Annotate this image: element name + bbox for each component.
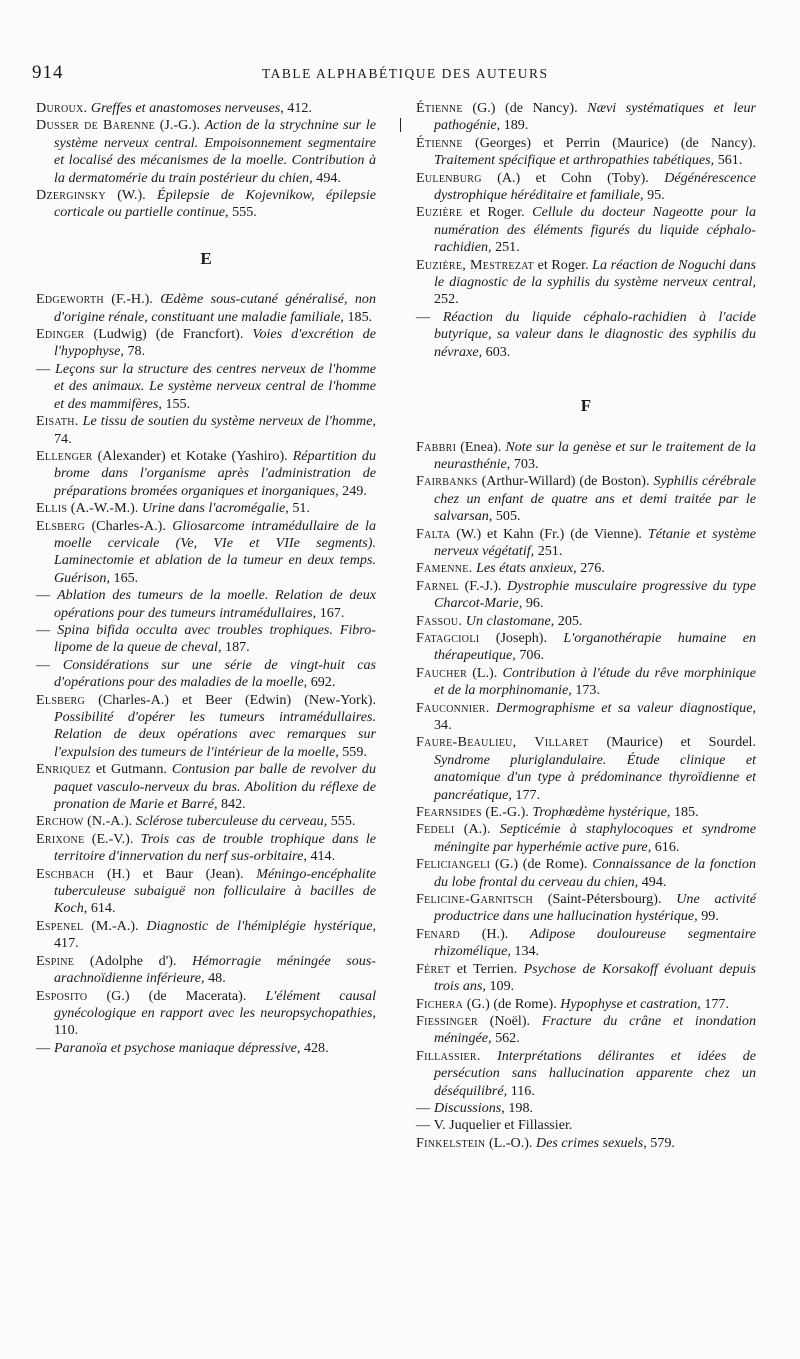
entry-page-ref: 74. <box>54 430 72 447</box>
entry-author: Elsberg <box>36 691 86 708</box>
entry-author-details: (G.) (de Rome). <box>466 995 557 1012</box>
entry-title: Fracture du crâne et inondation méningée, <box>434 1012 757 1047</box>
entry-author: Fabbri <box>416 438 457 455</box>
entry-author-details: (Charles-A.) et Beer (Edwin) (New-York). <box>98 691 376 708</box>
entry-title: Paranoïa et psychose maniaque dépressive, <box>53 1039 301 1056</box>
entry-page-ref: 189. <box>503 117 529 134</box>
entry-author-details: (G.) (de Nancy). <box>472 100 578 116</box>
entry-author: Edinger <box>36 326 85 343</box>
entry-author-details: (Charles-A.). <box>91 517 166 534</box>
entry-page-ref: 494. <box>316 169 341 186</box>
entry-author: Fiessinger <box>416 1012 478 1029</box>
entry-page-ref: 173. <box>575 682 600 699</box>
entry-author-details: V. Juquelier et Fillassier. <box>433 1117 573 1134</box>
entry-page-ref: 616. <box>654 838 680 855</box>
entry-author: Fatagcioli <box>416 629 480 646</box>
entry-author: Eisath. <box>36 413 79 430</box>
entry-author-details: (J.-G.). <box>159 117 201 134</box>
index-entry <box>36 361 376 413</box>
entry-page-ref: 562. <box>495 1030 520 1047</box>
entry-author: Falta <box>416 525 451 542</box>
entry-author-details: et Terrien. <box>456 960 518 977</box>
entry-page-ref: 110. <box>54 1022 79 1039</box>
entry-author: Eulenburg <box>416 169 482 186</box>
index-entry <box>36 1040 376 1057</box>
entry-page-ref: 116. <box>510 1082 535 1099</box>
entry-author: — <box>416 308 431 325</box>
entry-author-details: (A.). <box>463 821 491 838</box>
index-entry <box>416 891 756 926</box>
entry-title: Spina bifida occulta avec troubles trophiques. Fibro-lipome de la queue de cheval, <box>54 621 376 656</box>
entry-page-ref: 134. <box>514 943 540 960</box>
entry-page-ref: 706. <box>519 647 545 664</box>
entry-author: Étienne <box>416 134 463 151</box>
entry-author-details: (A.-W.-M.). <box>70 500 139 517</box>
index-entry <box>416 439 756 474</box>
index-entry <box>416 560 756 577</box>
entry-page-ref: 692. <box>310 674 336 691</box>
entry-author-details: (Joseph). <box>495 629 548 646</box>
entry-title: Possibilité d'opérer les tumeurs intramédullaires. Relation de deux opérations avec remarques sur l'expulsion des tumeurs de l'intérieur de la moelle, <box>54 709 376 760</box>
entry-author: — <box>36 656 51 673</box>
index-entry <box>416 135 756 170</box>
entry-author-details: (M.-A.). <box>91 917 139 934</box>
entry-title: Une activité productrice dans une hallucination hystérique, <box>434 891 756 925</box>
entry-page-ref: 165. <box>113 569 139 586</box>
index-entry <box>36 291 376 326</box>
entry-author: Espine <box>36 952 75 969</box>
entry-title: Psychose de Korsakoff évoluant depuis trois ans, <box>434 960 756 995</box>
entry-author-details: (W.). <box>117 187 146 204</box>
entry-title: Leçons sur la structure des centres nerveux de l'homme et des animaux. Le système nerveux central de l'homme et des mammifères, <box>54 360 376 412</box>
index-entry <box>36 587 376 622</box>
entry-author: Edgeworth <box>36 291 104 308</box>
entry-page-ref: 559. <box>342 743 367 760</box>
entry-author: — <box>36 360 51 377</box>
index-entry <box>416 734 756 804</box>
entry-author: Fillassier. <box>416 1047 481 1064</box>
entry-author: Fauconnier. <box>416 699 490 716</box>
entry-page-ref: 494. <box>641 873 667 890</box>
entry-title: Sclérose tuberculeuse du cerveau, <box>135 813 328 830</box>
index-entry <box>416 1100 756 1117</box>
entry-title: Contribution à l'étude du rêve morphinique et de la morphinomanie, <box>434 664 756 699</box>
entry-title: Tétanie et système nerveux végétatif, <box>434 525 756 559</box>
entry-author-details: (Arthur-Willard) (de Boston). <box>481 473 650 490</box>
entry-title: Le tissu de soutien du système nerveux de l'homme, <box>82 413 376 430</box>
entry-author-details: (L.-O.). <box>489 1134 533 1151</box>
entry-page-ref: 109. <box>489 978 515 995</box>
index-entry <box>36 761 376 813</box>
entry-title: Connaissance de la fonction du lobe frontal du cerveau du chien, <box>434 856 757 890</box>
entry-page-ref: 167. <box>319 604 345 621</box>
index-entry <box>36 500 376 517</box>
index-entry <box>416 170 756 205</box>
entry-page-ref: 561. <box>717 152 743 169</box>
entry-title: Méningo-encéphalite tuberculeuse subaiguë non folliculaire à bacilles de Koch, <box>54 865 377 917</box>
entry-page-ref: 155. <box>165 395 191 412</box>
entry-title: Syphilis cérébrale chez un enfant de quatre ans et demi traitée par le salvarsan, <box>434 473 756 525</box>
index-entry <box>36 448 376 500</box>
index-entry <box>416 1117 756 1134</box>
entry-author: Fairbanks <box>416 473 478 490</box>
entry-title: Hypophyse et castration, <box>560 995 701 1012</box>
entry-page-ref: 99. <box>701 908 719 925</box>
index-entry <box>416 526 756 561</box>
entry-page-ref: 555. <box>330 813 356 830</box>
entry-author: Finkelstein <box>416 1134 486 1151</box>
entry-author-details: (F.-J.). <box>464 577 502 594</box>
entry-page-ref: 842. <box>221 796 246 813</box>
entry-author: Elsberg <box>36 517 86 534</box>
entry-author: Eschbach <box>36 865 95 882</box>
entry-page-ref: 48. <box>208 970 226 987</box>
entry-author-details: (A.) et Cohn (Toby). <box>497 169 649 186</box>
entry-page-ref: 703. <box>513 455 539 472</box>
index-entry <box>416 1013 756 1048</box>
left-column <box>36 100 376 1057</box>
entry-author: Fenard <box>416 925 461 942</box>
index-entry <box>416 700 756 735</box>
entry-author-details: (L.). <box>472 664 498 681</box>
index-entry <box>36 326 376 361</box>
entry-title: Considérations sur une série de vingt-huit cas d'opérations pour des maladies de la moelle, <box>54 656 376 691</box>
entry-author: Dusser de Barenne <box>36 117 156 134</box>
column-rule <box>400 118 401 132</box>
entry-title: Réaction du liquide céphalo-rachidien à l'acide butyrique, sa valeur dans le diagnostic des syphilis du névraxe, <box>434 308 756 360</box>
entry-author-details: (Ludwig) (de Francfort). <box>93 326 244 343</box>
entry-title: Gliosarcome intramédullaire de la moelle cervicale (Ve, VIe et VIIe segments). Laminectomie et ablation de la tumeur en deux temps. Guérison, <box>54 517 376 586</box>
entry-author-details: (Enea). <box>460 438 502 455</box>
entry-author: — <box>416 1117 431 1134</box>
entry-author: Famenne. <box>416 560 473 577</box>
entry-page-ref: 198. <box>508 1099 534 1116</box>
entry-author-details: (H.) et Baur (Jean). <box>106 865 244 882</box>
entry-author-details: (W.) et Kahn (Fr.) (de Vienne). <box>456 525 642 542</box>
entry-author-details: (N.-A.). <box>87 813 133 830</box>
entry-title: Nævi systématiques et leur pathogénie, <box>434 100 757 134</box>
entry-author-details: (Maurice) et Sourdel. <box>606 734 756 751</box>
index-entry <box>416 996 756 1013</box>
index-entry <box>416 630 756 665</box>
entry-author: Ellis <box>36 500 68 517</box>
entry-page-ref: 417. <box>54 935 79 952</box>
entry-author-details: (Adolphe d'). <box>89 952 177 969</box>
entry-author-details: (Georges) et Perrin (Maurice) (de Nancy). <box>475 134 756 151</box>
index-entry <box>416 309 756 361</box>
entry-title: Discussions, <box>433 1099 505 1116</box>
entry-title: Répartition du brome dans l'organisme après l'administration de préparations bromées organiques et inorganiques, <box>54 447 376 499</box>
index-entry <box>36 622 376 657</box>
entry-author: Enriquez <box>36 761 91 778</box>
entry-author-details: et Roger. <box>469 204 525 221</box>
index-entry <box>416 473 756 525</box>
entry-title: Action de la strychnine sur le système nerveux central. Empoisonnement segmentaire et localisé des mécanismes de la moelle. Contribution à la dermatomérie du train postérieur du chien, <box>54 117 376 186</box>
entry-title: Trophœdème hystérique, <box>532 804 671 821</box>
entry-author: Dzerginsky <box>36 187 106 204</box>
entry-author-details: (Noël). <box>489 1012 531 1029</box>
entry-author: Fearnsides <box>416 804 482 821</box>
page-number: 914 <box>32 62 64 83</box>
entry-author: — <box>36 587 51 604</box>
entry-author: Euzière, Mestrezat <box>416 256 535 273</box>
entry-author-details: et Gutmann. <box>95 761 167 778</box>
entry-author: — <box>36 621 51 638</box>
entry-page-ref: 614. <box>90 900 116 917</box>
entry-author: Faure-Beaulieu, Villaret <box>416 734 589 751</box>
index-entry <box>36 413 376 448</box>
index-entry <box>416 100 756 135</box>
entry-title: Traitement spécifique et arthropathies tabétiques, <box>434 152 715 169</box>
entry-page-ref: 251. <box>537 542 563 559</box>
entry-author-details: (E.-G.). <box>485 804 529 821</box>
entry-title: Contusion par balle de revolver du paquet vasculo-nerveux du bras. Abolition du réflexe de pronation de Marie et Barré, <box>54 761 377 813</box>
entry-title: Trois cas de trouble trophique dans le territoire d'innervation du nerf sus-orbitaire, <box>54 830 377 865</box>
entry-title: Hémorragie méningée sous-arachnoïdienne inférieure, <box>54 952 376 987</box>
entry-title: La réaction de Noguchi dans le diagnostic de la syphilis du système nerveux central, <box>434 256 756 291</box>
index-entry <box>36 657 376 692</box>
entry-title: Épilepsie de Kojevnikow, épilepsie corticale ou partielle continue, <box>54 187 376 221</box>
entry-title: Cellule du docteur Nageotte pour la numération des éléments figurés du liquide céphalo-rachidien, <box>434 204 757 256</box>
entry-page-ref: 252. <box>434 291 459 308</box>
index-entry <box>416 1135 756 1152</box>
entry-page-ref: 177. <box>515 786 541 803</box>
index-entry <box>416 961 756 996</box>
entry-page-ref: 51. <box>292 500 310 517</box>
entry-author-details: (G.) (de Macerata). <box>106 987 247 1004</box>
entry-page-ref: 276. <box>580 560 605 577</box>
index-entry <box>416 804 756 821</box>
entry-title: Les états anxieux, <box>476 560 577 577</box>
entry-title: Dystrophie musculaire progressive du type Charcot-Marie, <box>434 577 756 612</box>
entry-title: Adipose douloureuse segmentaire rhizomélique, <box>434 925 756 960</box>
index-entry <box>36 692 376 762</box>
entry-title: Syndrome pluriglandulaire. Étude clinique et anatomique d'un type à prédominance thyroïdienne et pancréatique, <box>434 751 756 803</box>
entry-author: — <box>36 1039 51 1056</box>
entry-page-ref: 603. <box>485 343 511 360</box>
entry-author: — <box>416 1099 431 1116</box>
entry-author-details: (Alexander) et Kotake (Yashiro). <box>97 447 288 464</box>
entry-author: Fedeli <box>416 821 455 838</box>
entry-title: Septicémie à staphylocoques et syndrome méningite par hyperhémie active pure, <box>434 821 756 855</box>
entry-page-ref: 249. <box>342 482 367 499</box>
entry-title: Ablation des tumeurs de la moelle. Relation de deux opérations pour des tumeurs intramédullaires, <box>54 587 376 621</box>
index-entry <box>416 257 756 309</box>
index-entry <box>416 613 756 630</box>
index-entry <box>36 918 376 953</box>
entry-author-details: (G.) (de Rome). <box>494 856 588 873</box>
entry-page-ref: 251. <box>495 239 520 256</box>
entry-page-ref: 177. <box>704 995 729 1012</box>
entry-title: Un clastomane, <box>465 612 555 629</box>
running-title: TABLE ALPHABÉTIQUE DES AUTEURS <box>262 66 549 81</box>
index-entry <box>36 866 376 918</box>
entry-title: Dégénérescence dystrophique héréditaire et familiale, <box>434 169 756 204</box>
entry-page-ref: 95. <box>647 187 665 204</box>
entry-author: Étienne <box>416 100 463 116</box>
entry-page-ref: 185. <box>673 804 699 821</box>
entry-title: L'élément causal gynécologique en rapport avec les neuropsychopathies, <box>54 987 376 1021</box>
index-entry <box>416 578 756 613</box>
index-entry <box>416 1048 756 1100</box>
entry-page-ref: 34. <box>434 717 452 733</box>
entry-author: Féret <box>416 960 451 977</box>
entry-page-ref: 428. <box>303 1039 329 1056</box>
section-letter: F <box>580 396 592 416</box>
entry-author-details: (Saint-Pétersbourg). <box>547 891 662 908</box>
entry-page-ref: 78. <box>127 343 146 360</box>
entry-author: Feliciangeli <box>416 856 491 873</box>
entry-author: Fichera <box>416 995 464 1012</box>
entry-page-ref: 412. <box>287 100 312 116</box>
entry-title: Œdème sous-cutané généralisé, non d'origine rénale, constituant une maladie familiale, <box>54 291 376 325</box>
index-entry <box>416 821 756 856</box>
entry-title: Des crimes sexuels, <box>535 1134 647 1151</box>
entry-title: Note sur la genèse et sur le traitement de la neurasthénie, <box>434 438 756 472</box>
entry-author: Euzière <box>416 204 463 221</box>
index-entry <box>36 117 376 187</box>
entry-author: Felicine-Garnitsch <box>416 891 533 908</box>
entry-title: Greffes et anastomoses nerveuses, <box>90 100 284 116</box>
index-entry <box>36 518 376 588</box>
entry-page-ref: 414. <box>310 848 336 865</box>
index-entry <box>36 813 376 830</box>
index-entry <box>416 926 756 961</box>
entry-author-details: (F.-H.). <box>111 291 153 308</box>
entry-title: L'organothérapie humaine en thérapeutique, <box>434 629 756 664</box>
entry-title: Voies d'excrétion de l'hypophyse, <box>54 326 376 360</box>
entry-page-ref: 205. <box>557 612 583 629</box>
entry-author-details: (E.-V.). <box>91 830 134 847</box>
entry-page-ref: 555. <box>232 204 257 221</box>
entry-title: Diagnostic de l'hémiplégie hystérique, <box>146 917 376 934</box>
index-entry <box>36 831 376 866</box>
entry-author: Fassou. <box>416 612 463 629</box>
entry-author: Ellenger <box>36 447 93 464</box>
entry-author: Erixone <box>36 830 85 847</box>
index-entry <box>36 187 376 222</box>
entry-author: Farnel <box>416 577 459 594</box>
index-entry <box>36 953 376 988</box>
entry-author: Espenel <box>36 917 84 934</box>
index-entry <box>416 204 756 256</box>
entry-page-ref: 96. <box>525 595 544 612</box>
entry-author: Erchow <box>36 813 84 830</box>
entry-page-ref: 187. <box>225 639 250 656</box>
entry-title: Urine dans l'acromégalie, <box>141 500 289 517</box>
index-entry <box>36 988 376 1040</box>
section-letter: E <box>200 248 212 268</box>
entry-author: Esposito <box>36 987 88 1004</box>
entry-page-ref: 185. <box>347 308 373 325</box>
index-entry <box>416 665 756 700</box>
entry-title: Interprétations délirantes et idées de persécution sans hallucination apparente chez un déséquilibré, <box>434 1047 757 1099</box>
entry-author: Faucher <box>416 664 468 681</box>
right-column <box>416 100 756 1152</box>
entry-author-details: et Roger. <box>537 256 589 273</box>
index-entry <box>416 856 756 891</box>
entry-page-ref: 505. <box>495 508 521 525</box>
entry-page-ref: 579. <box>650 1134 675 1151</box>
entry-author: Duroux. <box>36 100 88 116</box>
entry-title: Dermographisme et sa valeur diagnostique, <box>496 699 756 716</box>
index-entry <box>36 100 376 117</box>
entry-author-details: (H.). <box>481 925 509 942</box>
